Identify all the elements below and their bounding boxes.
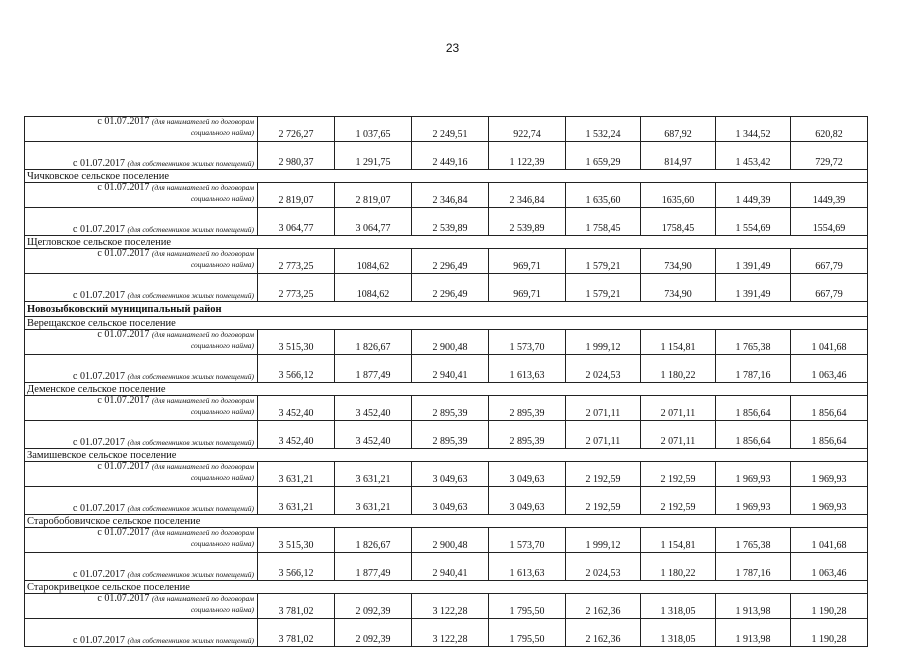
tariff-value-cell: 2 071,11	[641, 396, 716, 421]
row-date: с 01.07.2017	[73, 569, 125, 580]
tariff-value-cell: 3 631,21	[258, 462, 335, 487]
tariff-value-cell: 2 071,11	[641, 421, 716, 449]
row-date: с 01.07.2017	[97, 461, 150, 472]
tariff-value-cell: 1 999,12	[566, 330, 641, 355]
row-label	[25, 594, 258, 619]
tariff-value-cell: 1084,62	[335, 249, 412, 274]
tariff-value-cell: 1 613,63	[489, 355, 566, 383]
tariff-value-cell: 2 346,84	[489, 183, 566, 208]
settlement-name: Чичковское сельское поселение	[25, 170, 868, 183]
owner-tariff-row	[25, 142, 868, 170]
tenant-tariff-row	[25, 117, 868, 142]
tariff-value-cell: 3 049,63	[412, 462, 489, 487]
tariff-value-cell: 2 071,11	[566, 396, 641, 421]
tariff-value-cell: 2 449,16	[412, 142, 489, 170]
row-label	[25, 355, 258, 383]
row-note: (для нанимателей по договорам	[151, 183, 254, 192]
tariff-value-cell: 667,79	[791, 249, 868, 274]
tariff-table	[24, 116, 868, 647]
tariff-value-cell: 3 452,40	[335, 421, 412, 449]
row-label	[25, 117, 258, 142]
row-date: с 01.07.2017	[97, 248, 150, 259]
tariff-value-cell: 1 318,05	[641, 619, 716, 647]
row-note: (для нанимателей по договорам	[151, 462, 254, 471]
tenant-tariff-row	[25, 183, 868, 208]
row-note: социального найма)	[190, 340, 254, 350]
tariff-value-cell: 1 795,50	[489, 619, 566, 647]
row-note: социального найма)	[190, 604, 254, 614]
page-number: 23	[445, 41, 460, 55]
tariff-value-cell: 1 856,64	[791, 421, 868, 449]
tariff-value-cell: 1 190,28	[791, 619, 868, 647]
tariff-value-cell: 1 344,52	[716, 117, 791, 142]
tariff-value-cell: 1 573,70	[489, 330, 566, 355]
tariff-value-cell: 1 554,69	[716, 208, 791, 236]
tariff-value-cell: 3 064,77	[335, 208, 412, 236]
row-label	[25, 528, 258, 553]
tariff-value-cell: 1 765,38	[716, 330, 791, 355]
tariff-value-cell: 2 539,89	[412, 208, 489, 236]
tariff-value-cell: 1 180,22	[641, 553, 716, 581]
owner-tariff-row	[25, 355, 868, 383]
row-note: (для нанимателей по договорам	[151, 594, 254, 603]
row-note: социального найма)	[190, 472, 254, 482]
tariff-value-cell: 2 773,25	[258, 274, 335, 302]
tariff-value-cell: 2 024,53	[566, 355, 641, 383]
settlement-header-row	[25, 449, 868, 462]
owner-tariff-row	[25, 487, 868, 515]
tariff-value-cell: 1 787,16	[716, 355, 791, 383]
row-label	[25, 249, 258, 274]
tenant-tariff-row	[25, 462, 868, 487]
tariff-value-cell: 1 041,68	[791, 528, 868, 553]
tariff-value-cell: 1 180,22	[641, 355, 716, 383]
row-label	[25, 274, 258, 302]
tariff-value-cell: 1 765,38	[716, 528, 791, 553]
tariff-value-cell: 2 296,49	[412, 249, 489, 274]
row-note: социального найма)	[190, 193, 254, 203]
row-note: социального найма)	[190, 538, 254, 548]
row-label	[25, 142, 258, 170]
tariff-value-cell: 1 826,67	[335, 330, 412, 355]
tenant-tariff-row	[25, 528, 868, 553]
row-label	[25, 487, 258, 515]
settlement-name: Верещакское сельское поселение	[25, 317, 868, 330]
row-date: с 01.07.2017	[73, 635, 125, 646]
tariff-value-cell: 2 900,48	[412, 330, 489, 355]
owner-tariff-row	[25, 274, 868, 302]
tariff-value-cell: 3 515,30	[258, 528, 335, 553]
row-date: с 01.07.2017	[97, 395, 150, 406]
tariff-value-cell: 2 895,39	[412, 421, 489, 449]
tariff-value-cell: 2 895,39	[412, 396, 489, 421]
tariff-value-cell: 2 024,53	[566, 553, 641, 581]
tariff-value-cell: 2 819,07	[335, 183, 412, 208]
tariff-value-cell: 2 092,39	[335, 619, 412, 647]
row-date: с 01.07.2017	[73, 437, 125, 448]
row-date: с 01.07.2017	[73, 371, 125, 382]
row-date: с 01.07.2017	[73, 290, 125, 301]
tariff-value-cell: 3 781,02	[258, 619, 335, 647]
tariff-table-body	[25, 117, 868, 647]
tariff-value-cell: 969,71	[489, 274, 566, 302]
tariff-value-cell: 1 826,67	[335, 528, 412, 553]
owner-tariff-row	[25, 553, 868, 581]
row-date: с 01.07.2017	[73, 224, 125, 235]
row-date: с 01.07.2017	[73, 503, 125, 514]
row-note: (для собственников жилых помещений)	[127, 438, 254, 447]
settlement-header-row	[25, 383, 868, 396]
row-label	[25, 330, 258, 355]
tariff-value-cell: 734,90	[641, 249, 716, 274]
tenant-tariff-row	[25, 396, 868, 421]
tariff-value-cell: 1 122,39	[489, 142, 566, 170]
tariff-value-cell: 1 877,49	[335, 355, 412, 383]
tariff-value-cell: 2 296,49	[412, 274, 489, 302]
settlement-header-row	[25, 317, 868, 330]
tariff-value-cell: 2 346,84	[412, 183, 489, 208]
row-date: с 01.07.2017	[97, 527, 150, 538]
tariff-value-cell: 1 613,63	[489, 553, 566, 581]
tariff-value-cell: 1 579,21	[566, 274, 641, 302]
tariff-value-cell: 3 049,63	[412, 487, 489, 515]
tariff-value-cell: 1 037,65	[335, 117, 412, 142]
tariff-value-cell: 1 063,46	[791, 355, 868, 383]
row-date: с 01.07.2017	[97, 593, 150, 604]
tariff-value-cell: 729,72	[791, 142, 868, 170]
row-note: (для собственников жилых помещений)	[127, 372, 254, 381]
tariff-value-cell: 1 969,93	[791, 487, 868, 515]
tariff-value-cell: 2 980,37	[258, 142, 335, 170]
tariff-value-cell: 2 895,39	[489, 396, 566, 421]
tariff-value-cell: 2 539,89	[489, 208, 566, 236]
tariff-value-cell: 2 773,25	[258, 249, 335, 274]
tariff-value-cell: 1084,62	[335, 274, 412, 302]
tariff-value-cell: 1 877,49	[335, 553, 412, 581]
tariff-value-cell: 1 787,16	[716, 553, 791, 581]
tariff-value-cell: 1 913,98	[716, 619, 791, 647]
tariff-value-cell: 1758,45	[641, 208, 716, 236]
tariff-value-cell: 3 631,21	[258, 487, 335, 515]
tariff-value-cell: 3 452,40	[258, 421, 335, 449]
tariff-value-cell: 2 162,36	[566, 594, 641, 619]
district-header-row	[25, 302, 868, 317]
row-note: (для собственников жилых помещений)	[127, 159, 254, 168]
tariff-value-cell: 1 856,64	[716, 396, 791, 421]
row-note: социального найма)	[190, 259, 254, 269]
tariff-value-cell: 3 049,63	[489, 487, 566, 515]
tariff-value-cell: 2 192,59	[566, 487, 641, 515]
row-note: (для собственников жилых помещений)	[127, 225, 254, 234]
tariff-value-cell: 1 391,49	[716, 274, 791, 302]
tariff-value-cell: 3 566,12	[258, 553, 335, 581]
tariff-value-cell: 1 856,64	[716, 421, 791, 449]
settlement-name: Старокривецкое сельское поселение	[25, 581, 868, 594]
settlement-header-row	[25, 515, 868, 528]
settlement-name: Замишевское сельское поселение	[25, 449, 868, 462]
row-note: (для нанимателей по договорам	[151, 396, 254, 405]
row-label	[25, 462, 258, 487]
owner-tariff-row	[25, 619, 868, 647]
tariff-value-cell: 1 291,75	[335, 142, 412, 170]
tenant-tariff-row	[25, 249, 868, 274]
row-note: (для собственников жилых помещений)	[127, 504, 254, 513]
tariff-value-cell: 2 940,41	[412, 553, 489, 581]
row-date: с 01.07.2017	[73, 158, 125, 169]
tariff-value-cell: 814,97	[641, 142, 716, 170]
settlement-header-row	[25, 170, 868, 183]
tariff-value-cell: 2 249,51	[412, 117, 489, 142]
settlement-header-row	[25, 581, 868, 594]
row-date: с 01.07.2017	[97, 182, 150, 193]
tariff-value-cell: 3 566,12	[258, 355, 335, 383]
tariff-value-cell: 1 795,50	[489, 594, 566, 619]
tariff-value-cell: 1 573,70	[489, 528, 566, 553]
tariff-value-cell: 3 064,77	[258, 208, 335, 236]
row-note: социального найма)	[190, 127, 254, 137]
tariff-value-cell: 2 071,11	[566, 421, 641, 449]
tariff-value-cell: 1 453,42	[716, 142, 791, 170]
tariff-value-cell: 2 900,48	[412, 528, 489, 553]
row-note: (для нанимателей по договорам	[151, 330, 254, 339]
row-label	[25, 396, 258, 421]
row-note: (для нанимателей по договорам	[151, 249, 254, 258]
tariff-value-cell: 3 631,21	[335, 487, 412, 515]
tariff-value-cell: 1 063,46	[791, 553, 868, 581]
tariff-value-cell: 1 635,60	[566, 183, 641, 208]
settlement-name: Старобобовичское сельское поселение	[25, 515, 868, 528]
tariff-value-cell: 2 192,59	[641, 462, 716, 487]
owner-tariff-row	[25, 208, 868, 236]
row-date: с 01.07.2017	[97, 116, 150, 127]
row-label	[25, 553, 258, 581]
tariff-value-cell: 2 940,41	[412, 355, 489, 383]
row-note: (для нанимателей по договорам	[151, 528, 254, 537]
tariff-value-cell: 1 579,21	[566, 249, 641, 274]
row-note: (для нанимателей по договорам	[151, 117, 254, 126]
owner-tariff-row	[25, 421, 868, 449]
tariff-value-cell: 3 122,28	[412, 594, 489, 619]
row-note: (для собственников жилых помещений)	[127, 570, 254, 579]
tariff-value-cell: 1 913,98	[716, 594, 791, 619]
tariff-value-cell: 1 318,05	[641, 594, 716, 619]
tariff-value-cell: 2 192,59	[566, 462, 641, 487]
settlement-header-row	[25, 236, 868, 249]
tariff-value-cell: 734,90	[641, 274, 716, 302]
tariff-value-cell: 1449,39	[791, 183, 868, 208]
tariff-value-cell: 3 452,40	[335, 396, 412, 421]
row-label	[25, 208, 258, 236]
tenant-tariff-row	[25, 594, 868, 619]
tariff-value-cell: 2 162,36	[566, 619, 641, 647]
tariff-value-cell: 667,79	[791, 274, 868, 302]
tariff-value-cell: 3 631,21	[335, 462, 412, 487]
tariff-value-cell: 2 895,39	[489, 421, 566, 449]
row-label	[25, 421, 258, 449]
tariff-value-cell: 3 452,40	[258, 396, 335, 421]
tariff-value-cell: 1 659,29	[566, 142, 641, 170]
tariff-value-cell: 1 154,81	[641, 330, 716, 355]
row-date: с 01.07.2017	[97, 329, 150, 340]
district-name: Новозыбковский муниципальный район	[25, 302, 868, 317]
tariff-value-cell: 1 391,49	[716, 249, 791, 274]
tariff-value-cell: 1635,60	[641, 183, 716, 208]
tariff-value-cell: 3 049,63	[489, 462, 566, 487]
tariff-value-cell: 3 122,28	[412, 619, 489, 647]
tariff-value-cell: 3 781,02	[258, 594, 335, 619]
tariff-value-cell: 1 969,93	[716, 487, 791, 515]
tariff-value-cell: 1 190,28	[791, 594, 868, 619]
row-label	[25, 619, 258, 647]
tariff-value-cell: 1 041,68	[791, 330, 868, 355]
tariff-value-cell: 2 192,59	[641, 487, 716, 515]
settlement-name: Деменское сельское поселение	[25, 383, 868, 396]
tariff-value-cell: 1554,69	[791, 208, 868, 236]
tariff-value-cell: 620,82	[791, 117, 868, 142]
tariff-value-cell: 1 449,39	[716, 183, 791, 208]
tariff-value-cell: 1 758,45	[566, 208, 641, 236]
tariff-value-cell: 3 515,30	[258, 330, 335, 355]
tariff-value-cell: 1 532,24	[566, 117, 641, 142]
tariff-value-cell: 2 092,39	[335, 594, 412, 619]
tariff-value-cell: 1 969,93	[716, 462, 791, 487]
settlement-name: Щегловское сельское поселение	[25, 236, 868, 249]
tariff-value-cell: 1 969,93	[791, 462, 868, 487]
tariff-value-cell: 969,71	[489, 249, 566, 274]
row-note: социального найма)	[190, 406, 254, 416]
row-note: (для собственников жилых помещений)	[127, 291, 254, 300]
tariff-value-cell: 1 999,12	[566, 528, 641, 553]
tariff-value-cell: 2 726,27	[258, 117, 335, 142]
tenant-tariff-row	[25, 330, 868, 355]
row-label	[25, 183, 258, 208]
row-note: (для собственников жилых помещений)	[127, 636, 254, 645]
tariff-value-cell: 2 819,07	[258, 183, 335, 208]
tariff-value-cell: 687,92	[641, 117, 716, 142]
tariff-value-cell: 1 856,64	[791, 396, 868, 421]
tariff-value-cell: 922,74	[489, 117, 566, 142]
tariff-value-cell: 1 154,81	[641, 528, 716, 553]
